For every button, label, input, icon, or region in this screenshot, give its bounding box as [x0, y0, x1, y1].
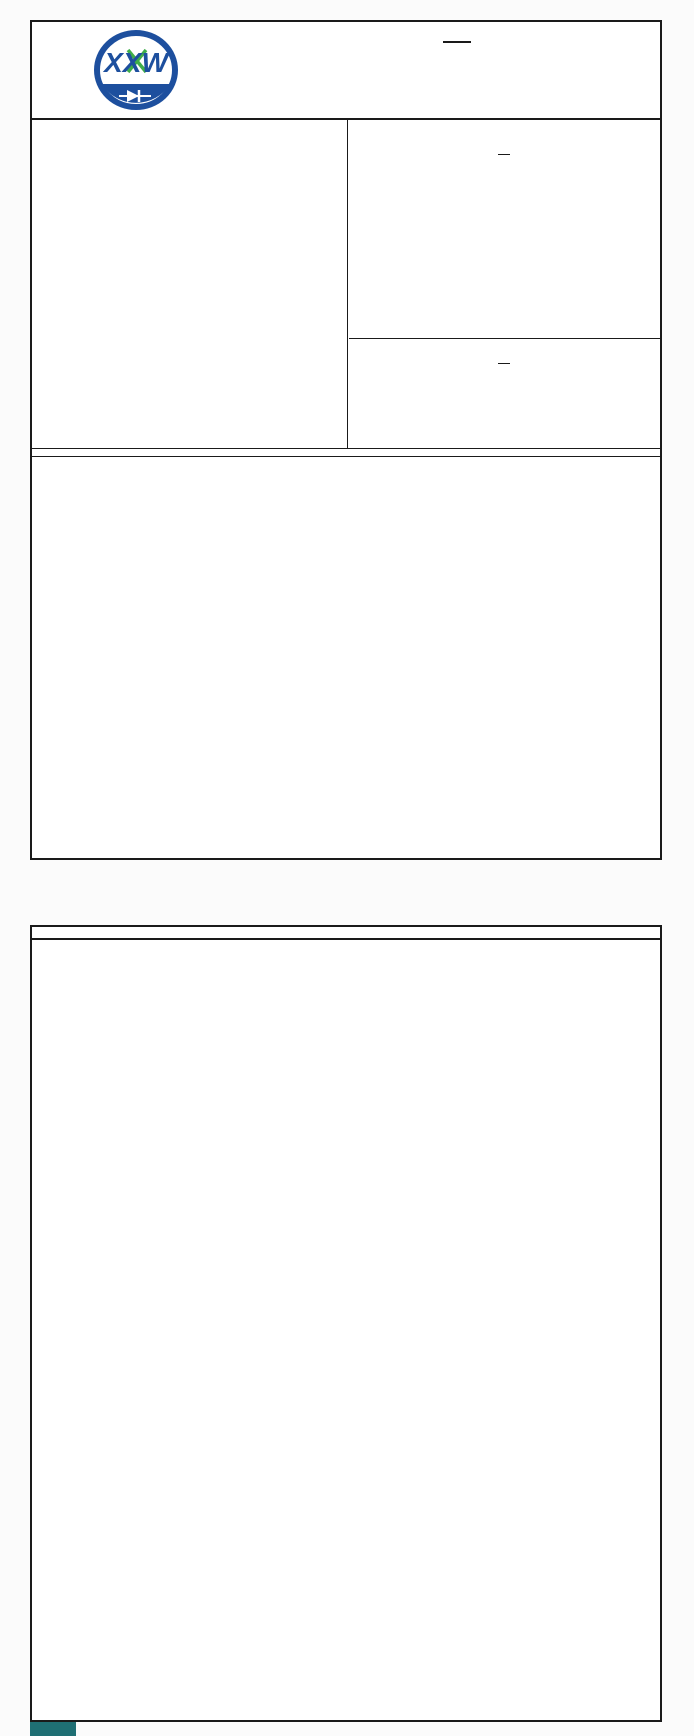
header — [32, 22, 660, 120]
curves-banner — [32, 927, 660, 940]
mechanical-heading — [349, 351, 661, 367]
ratings-heading — [32, 448, 660, 457]
notes — [32, 463, 660, 467]
features-heading — [349, 142, 661, 158]
datasheet-page-1 — [30, 20, 662, 860]
figures-grid — [32, 940, 660, 962]
page-title — [443, 36, 471, 43]
features-section — [349, 120, 661, 339]
svg-text:XXW: XXW — [104, 47, 168, 78]
company-logo-graphic — [90, 28, 182, 112]
title-block — [262, 30, 652, 55]
mechanical-data-section — [349, 339, 661, 367]
datasheet-page-2 — [30, 925, 662, 1722]
company-logo — [90, 28, 182, 117]
package-drawing-panel — [32, 120, 348, 448]
next-page-edge — [30, 1722, 76, 1736]
right-column — [349, 120, 661, 448]
content-columns — [32, 120, 660, 448]
